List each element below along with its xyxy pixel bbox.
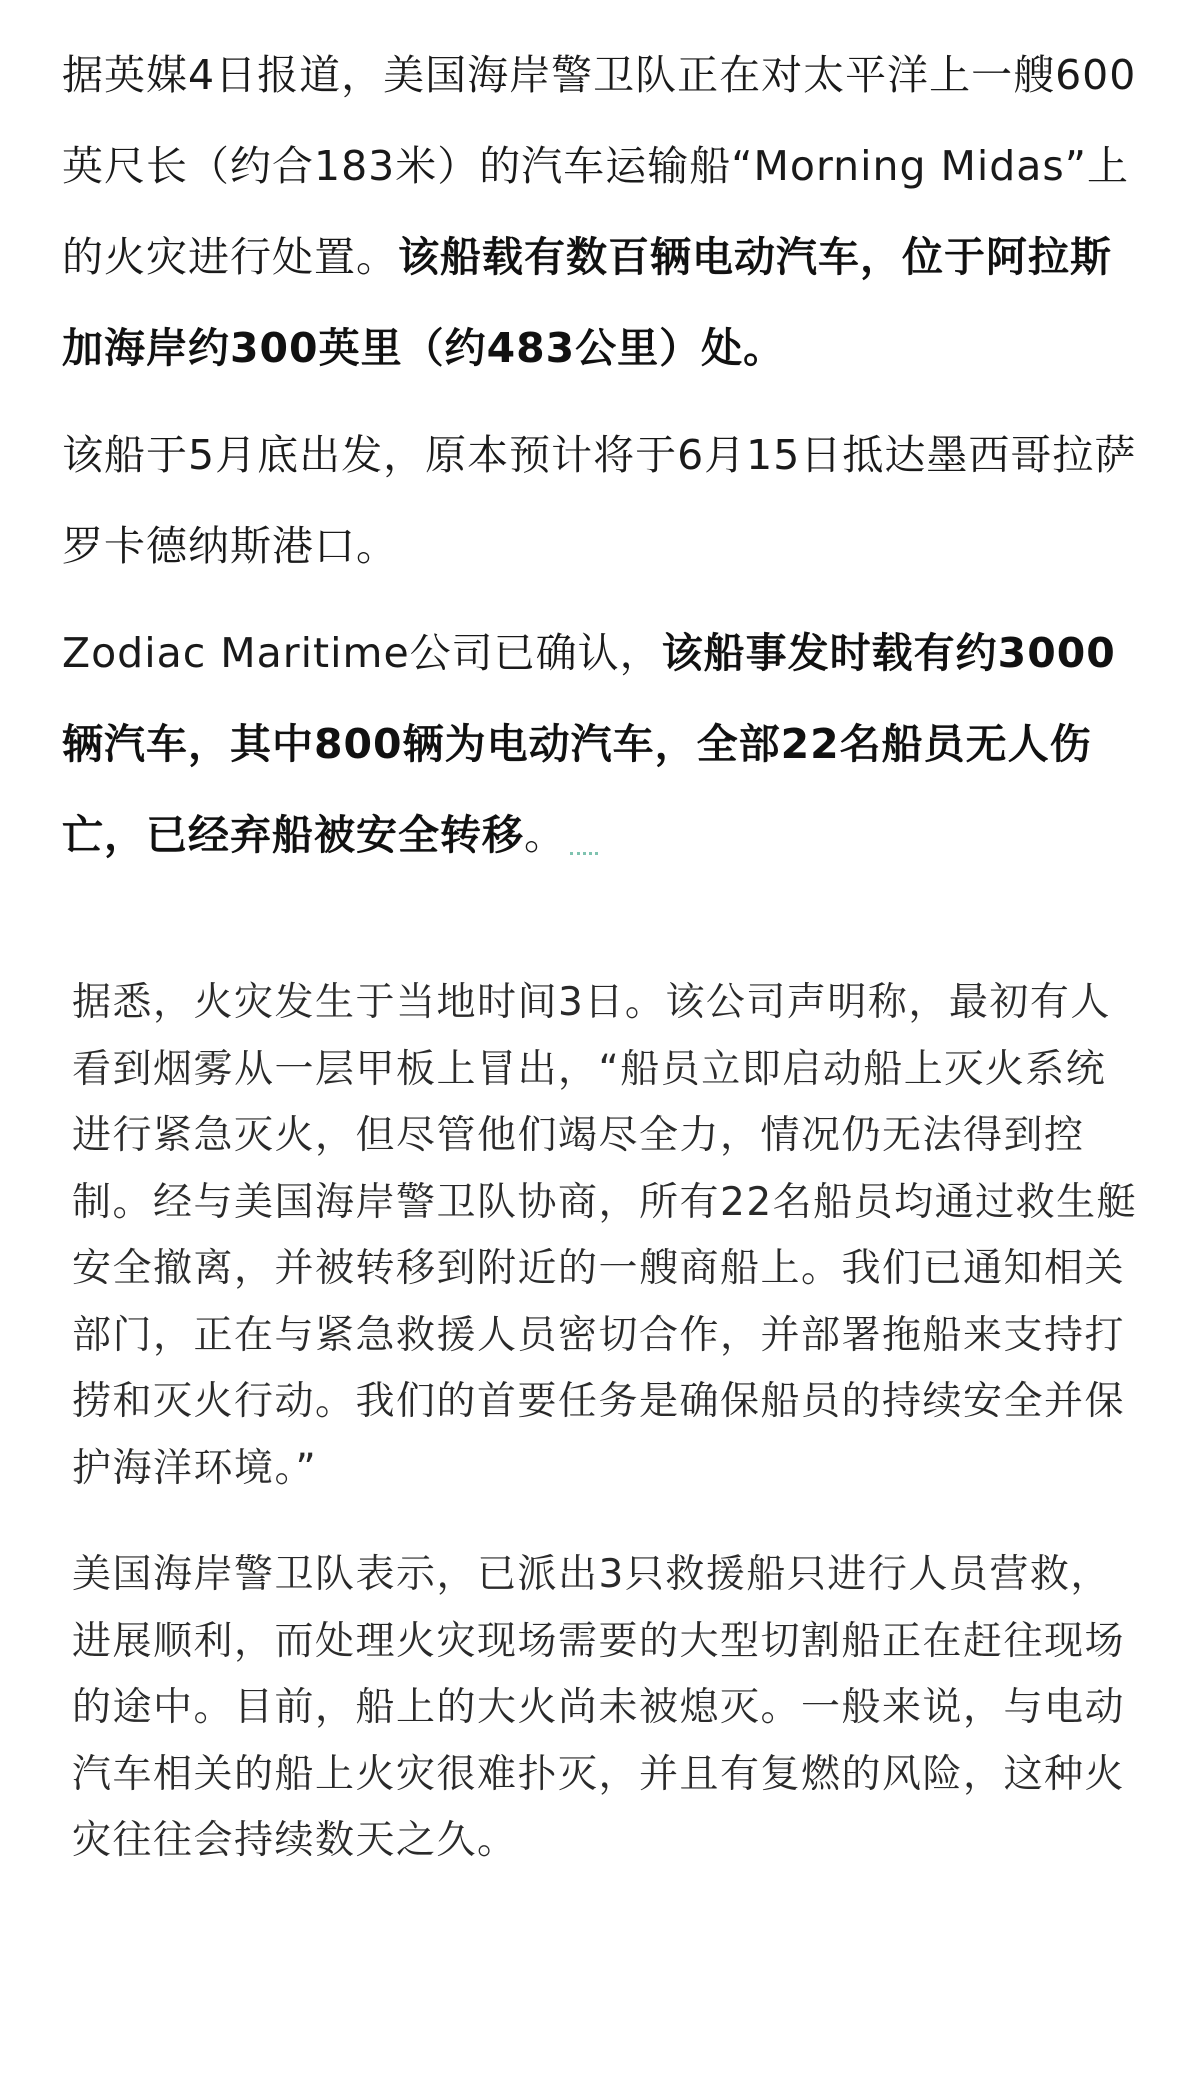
paragraph-1-text: 据英媒4日报道，美国海岸警卫队正在对太平洋上一艘600英尺长（约合183米）的汽车运输船“Morning Midas”上的火灾进行处置。 [62, 51, 1137, 281]
article-body [62, 30, 1147, 897]
paragraph-5: 美国海岸警卫队表示，已派出3只救援船只进行人员营救，进展顺利，而处理火灾现场需要的大型切割船正在赶往现场的途中。目前，船上的大火尚未被熄灭。一般来说，与电动汽车相关的船上火灾很难扑灭，并且有复燃的风险，这种火灾往往会持续数天之久。 [72, 1552, 1126, 1863]
paragraph-1-bold: 该船载有数百辆电动汽车，位于阿拉斯加海岸约300英里（约483公里）处。 [62, 233, 1112, 372]
paragraph-3-end: 。 [524, 811, 566, 859]
paragraph-2 [62, 410, 1147, 592]
paragraph-2-text: 该船于5月底出发，原本预计将于6月15日抵达墨西哥拉萨罗卡德纳斯港口。 [62, 431, 1137, 570]
paragraph-3-text: Zodiac Maritime公司已确认， [62, 629, 662, 677]
paragraph-4: 据悉，火灾发生于当地时间3日。该公司声明称，最初有人看到烟雾从一层甲板上冒出，“船员立即启动船上灭火系统进行紧急灭火，但尽管他们竭尽全力，情况仍无法得到控制。经与美国海岸警卫队协商，所有22名船员均通过救生艇安全撤离，并被转移到附近的一艘商船上。我们已通知相关部门，正在与紧急救援人员密切合作，并部署拖船来支持打捞和灭火行动。我们的首要任务是确保船员的持续安全并保护海洋环境。” [72, 980, 1138, 1491]
paragraph-3-bold: 该船事发时载有约3000辆汽车，其中800辆为电动汽车，全部22名船员无人伤亡，已经弃船被安全转移 [62, 629, 1116, 859]
paragraph-1 [62, 30, 1147, 394]
quoted-text-block [72, 970, 1142, 1875]
dotted-underline-mark [566, 835, 600, 849]
paragraph-3 [62, 608, 1147, 881]
